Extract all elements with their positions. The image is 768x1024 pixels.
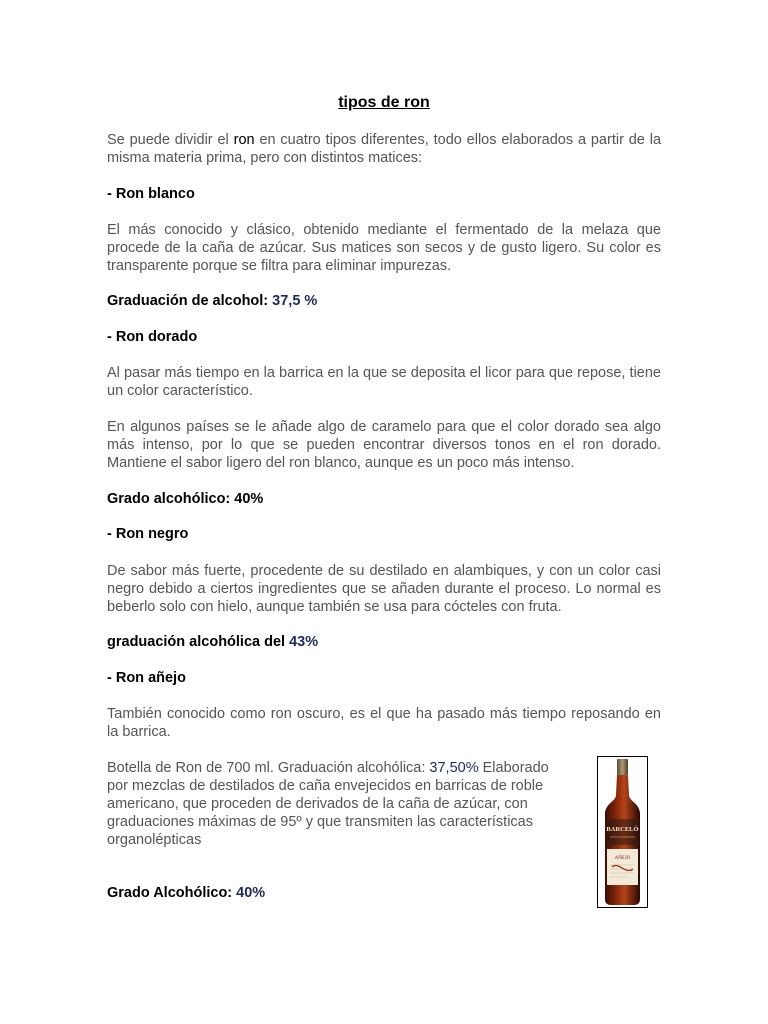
bottle-image	[597, 756, 648, 908]
paragraph-ron-dorado-1: Al pasar más tiempo en la barrica en la que se deposita el licor para que repose, tiene un color característico.	[107, 365, 661, 399]
intro-after: en cuatro tipos diferentes, todo ellos elaborados a partir de la misma materia prima, pero con distintos matices:	[107, 132, 662, 166]
grad-value: 37,5 %	[272, 293, 318, 309]
paragraph-ron-dorado-2: En algunos países se le añade algo de caramelo para que el color dorado sea algo más intenso, por lo que se pueden encontrar diversos tonos en el ron dorado. Mantiene el sabor ligero del ron blanco, aunque es un poco más intenso.	[107, 419, 661, 471]
page-title: tipos de ron	[338, 94, 430, 111]
grad-label: Grado Alcohólico:	[107, 885, 237, 901]
graduacion-ron-negro	[107, 633, 661, 651]
bottle-value: 37,50%	[429, 760, 479, 776]
bottle-after: Elaborado por mezclas de destilados de caña envejecidos en barricas de roble americano, que proceden de derivados de la caña de azúcar, con graduaciones máximas de 95º y que transmiten las características organolépticas	[107, 760, 549, 848]
heading-ron-dorado: - Ron dorado	[107, 329, 198, 345]
grad-value: 43%	[289, 634, 319, 650]
paragraph-ron-anejo: También conocido como ron oscuro, es el que ha pasado más tiempo reposando en la barrica.	[107, 706, 661, 740]
graduacion-ron-dorado: Grado alcohólico: 40%	[107, 491, 264, 507]
graduacion-ron-blanco	[107, 292, 661, 310]
bottle-before: Botella de Ron de 700 ml. Graduación alcohólica:	[107, 760, 430, 776]
heading-ron-anejo: - Ron añejo	[107, 670, 186, 686]
brand-label: BARCELÓ	[606, 826, 639, 833]
grad-value: 40%	[236, 885, 266, 901]
heading-ron-blanco: - Ron blanco	[107, 186, 195, 202]
grad-label: graduación alcohólica del	[107, 634, 290, 650]
paragraph-botella	[107, 759, 569, 849]
paragraph-ron-negro: De sabor más fuerte, procedente de su destilado en alambiques, y con un color casi negro debido a ciertos ingredientes que se añaden durante el proceso. Lo normal es beberlo solo con hielo, aunque también se usa para cócteles con fruta.	[107, 563, 661, 615]
paragraph-ron-blanco: El más conocido y clásico, obtenido mediante el fermentado de la melaza que procede de la caña de azúcar. Sus matices son secos y de gusto ligero. Su color es transparente porque se filtra para eliminar impurezas.	[107, 222, 661, 274]
graduacion-ron-anejo	[107, 884, 661, 902]
heading-ron-negro: - Ron negro	[107, 526, 189, 542]
rum-bottle-icon	[598, 757, 647, 907]
intro-before: Se puede dividir el	[107, 132, 234, 148]
variant-label: AÑEJO	[614, 856, 631, 861]
grad-label: Graduación de alcohol:	[107, 293, 273, 309]
intro-paragraph	[107, 131, 661, 167]
ron-link[interactable]: ron	[233, 132, 255, 148]
